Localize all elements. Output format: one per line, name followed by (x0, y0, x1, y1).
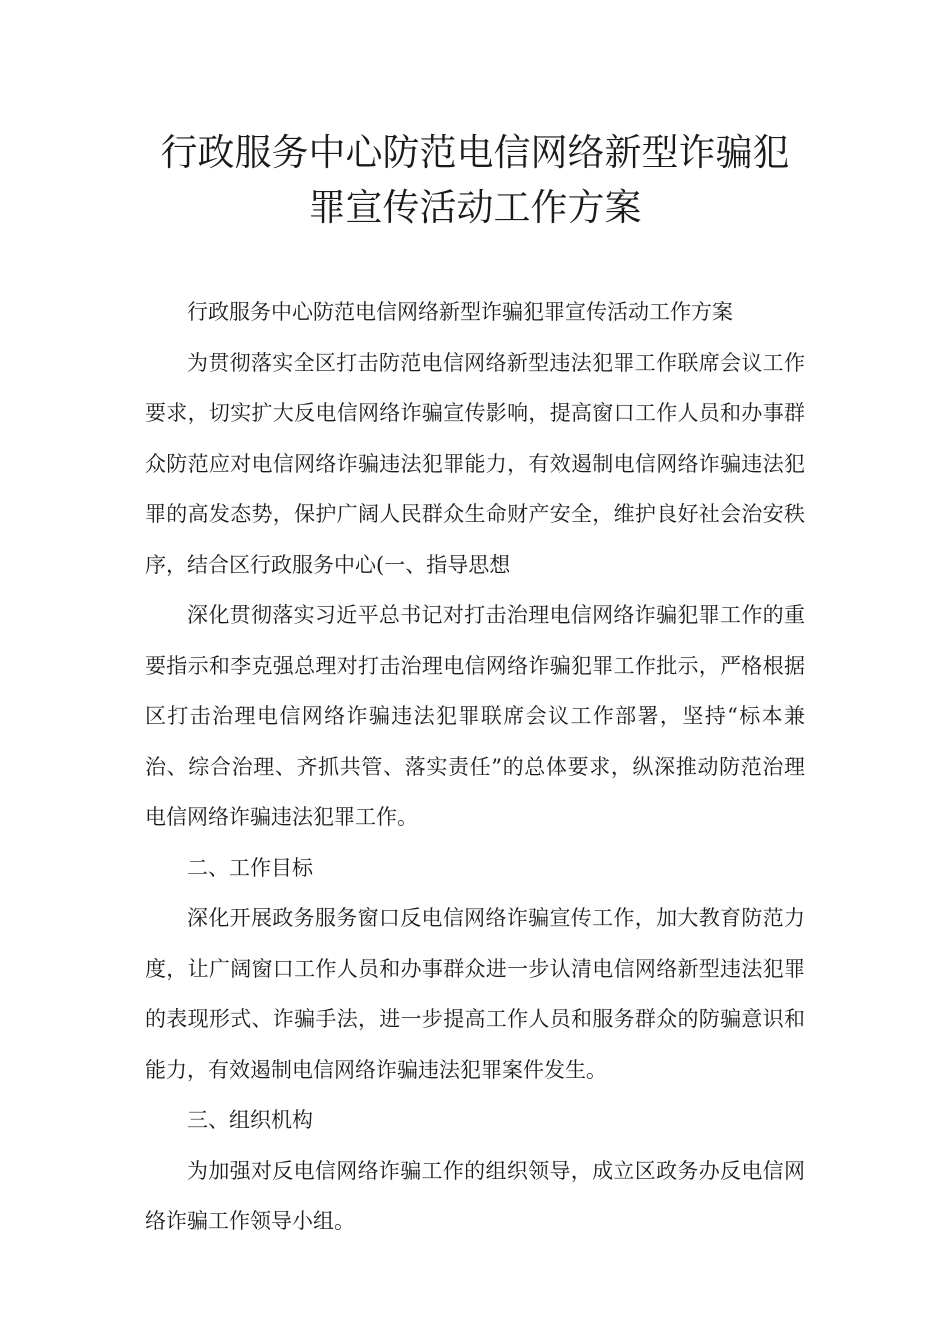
document-title-line-2: 罪宣传活动工作方案 (308, 186, 642, 229)
paragraph-guiding-thought: 深化贯彻落实习近平总书记对打击治理电信网络诈骗犯罪工作的重要指示和李克强总理对打击治理电信网络诈骗犯罪工作批示，严格根据区打击治理电信网络诈骗违法犯罪联席会议工作部署，坚持“标本兼治、综合治理、齐抓共管、落实责任”的总体要求，纵深推动防范治理电信网络诈骗违法犯罪工作。 (145, 603, 805, 829)
document-body (145, 287, 805, 1247)
document-title-line-1: 行政服务中心防范电信网络新型诈骗犯 (160, 131, 790, 174)
paragraph-intro: 为贯彻落实全区打击防范电信网络新型违法犯罪工作联席会议工作要求，切实扩大反电信网络诈骗宣传影响，提高窗口工作人员和办事群众防范应对电信网络诈骗违法犯罪能力，有效遏制电信网络诈骗违法犯罪的高发态势，保护广阔人民群众生命财产安全，维护良好社会治安秩序，结合区行政服务中心(一、指导思想 (145, 350, 805, 577)
section-heading-organization: 三、组织机构 (187, 1108, 313, 1132)
paragraph-organization: 为加强对反电信网络诈骗工作的组织领导，成立区政务办反电信网络诈骗工作领导小组。 (145, 1158, 805, 1233)
paragraph-work-goals: 深化开展政务服务窗口反电信网络诈骗宣传工作，加大教育防范力度，让广阔窗口工作人员和办事群众进一步认清电信网络新型违法犯罪的表现形式、诈骗手法，进一步提高工作人员和服务群众的防骗意识和能力，有效遏制电信网络诈骗违法犯罪案件发生。 (145, 906, 805, 1082)
paragraph-subtitle: 行政服务中心防范电信网络新型诈骗犯罪宣传活动工作方案 (187, 300, 733, 324)
section-heading-work-goals: 二、工作目标 (187, 855, 313, 880)
